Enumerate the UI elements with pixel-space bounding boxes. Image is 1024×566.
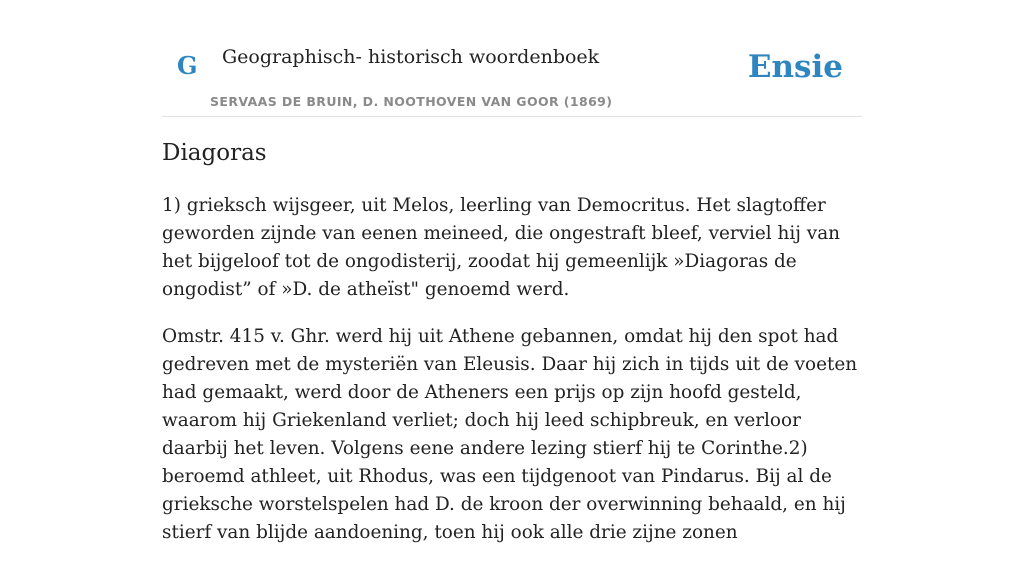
entry-paragraph: Omstr. 415 v. Ghr. werd hij uit Athene gebannen, omdat hij den spot had gedreven met de mysteriën van Eleusis. Daar hij zich in tijds uit de voeten had gemaakt, werd door de Atheners een prijs op zijn hoofd gesteld, waarom hij Griekenland verliet; doch hij leed schipbreuk, en verloor daarbij het leven. Volgens eene andere lezing stierf hij te Corinthe.2) beroemd athleet, uit Rhodus, was een tijdgenoot van Pindarus. Bij al de grieksche worstelspelen had D. de kroon der overwinning behaald, en hij stierf van blijde aandoening, toen hij ook alle drie zijne zonen	[162, 326, 858, 543]
book-logo-icon[interactable]: G	[177, 51, 198, 80]
book-title-link[interactable]: Geographisch- historisch woordenboek	[222, 46, 600, 68]
entry-paragraph: 1) grieksch wijsgeer, uit Melos, leerling van Democritus. Het slagtoffer geworden zijnde van eenen meineed, die ongestraft bleef, verviel hij van het bijgeloof tot de ongodisterij, zoodat hij gemeenlijk »Diagoras de ongodist” of »D. de atheïst" genoemd werd.	[162, 195, 841, 300]
entry-content	[162, 192, 868, 566]
book-authors: SERVAAS DE BRUIN, D. NOOTHOVEN VAN GOOR (1869)	[210, 94, 613, 109]
site-header	[162, 0, 862, 117]
ensie-logo-link[interactable]: Ensie	[747, 49, 843, 85]
entry-title: Diagoras	[162, 140, 267, 166]
